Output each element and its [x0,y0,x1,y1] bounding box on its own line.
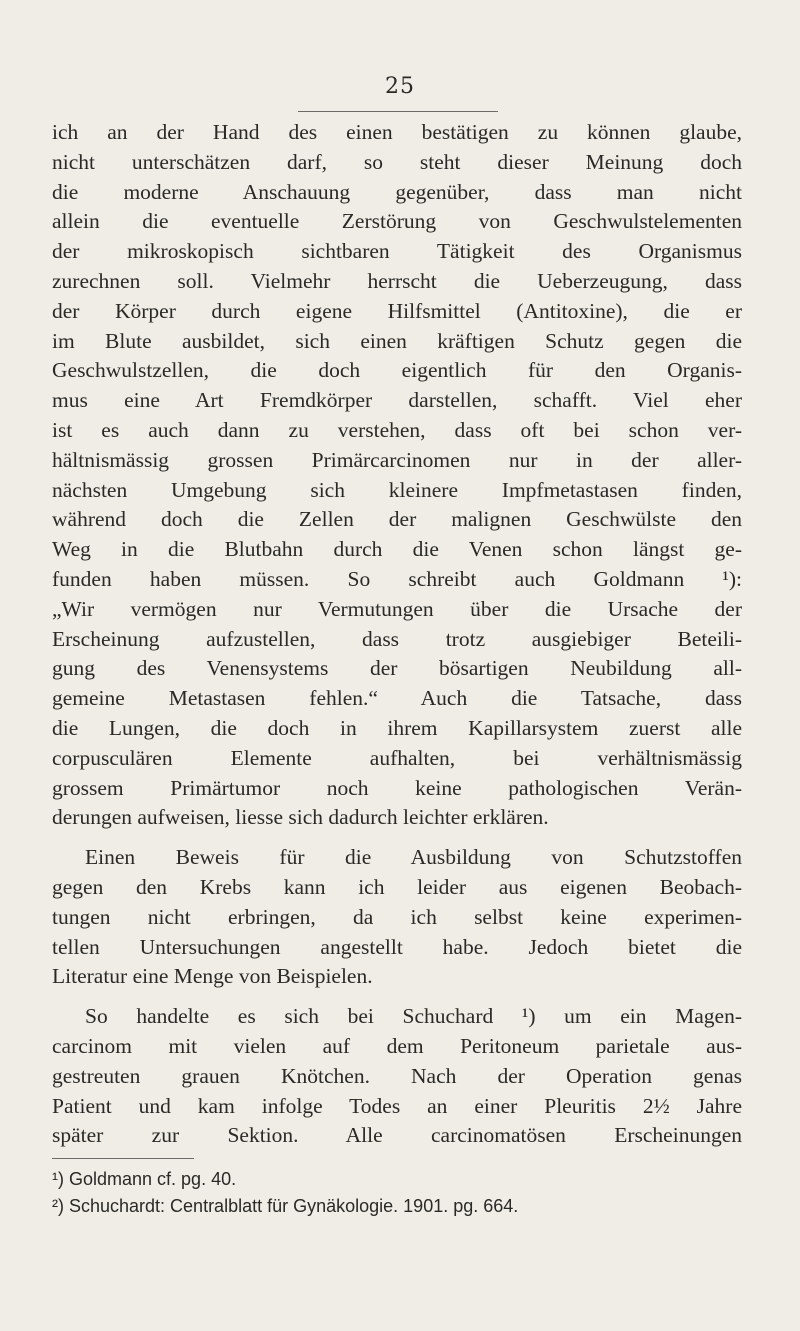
paragraph [52,843,742,992]
text-line: grossem Primärtumor noch keine pathologischen Verän- [52,775,742,800]
paragraph [52,1002,742,1151]
text-line: gegen den Krebs kann ich leider aus eigenen Beobach- [52,874,742,899]
body-text [52,118,742,1151]
text-line: Geschwulstzellen, die doch eigentlich für den Organis- [52,358,742,383]
text-line: Weg in die Blutbahn durch die Venen schon längst ge- [52,537,742,562]
footnotes [52,1166,752,1220]
text-line: gestreuten grauen Knötchen. Nach der Operation genas [52,1063,742,1088]
page-number: 25 [385,74,415,99]
text-line: ist es auch dann zu verstehen, dass oft bei schon ver- [52,417,742,442]
text-line: So handelte es sich bei Schuchard ¹) um ein Magen- [85,1004,742,1029]
footnote-rule [52,1158,194,1159]
text-line: während doch die Zellen der malignen Geschwülste den [52,507,742,532]
text-line: Einen Beweis für die Ausbildung von Schutzstoffen [85,845,742,870]
text-line: im Blute ausbildet, sich einen kräftigen Schutz gegen die [52,328,742,353]
text-line: tellen Untersuchungen angestellt habe. Jedoch bietet die [52,934,742,959]
text-line: carcinom mit vielen auf dem Peritoneum parietale aus- [52,1033,742,1058]
text-line: gemeine Metastasen fehlen.“ Auch die Tatsache, dass [52,686,742,711]
text-line: allein die eventuelle Zerstörung von Geschwulstelementen [52,209,742,234]
text-line: nächsten Umgebung sich kleinere Impfmetastasen finden, [52,477,742,502]
text-line: corpusculären Elemente aufhalten, bei verhältnismässig [52,745,742,770]
text-line: die Lungen, die doch in ihrem Kapillarsystem zuerst alle [52,715,742,740]
text-line: der Körper durch eigene Hilfsmittel (Antitoxine), die er [52,298,742,323]
text-line: zurechnen soll. Vielmehr herrscht die Ueberzeugung, dass [52,268,742,293]
header-rule [298,111,498,112]
footnote: ¹) Goldmann cf. pg. 40. [52,1169,237,1189]
text-line: derungen aufweisen, liesse sich dadurch leichter erklären. [52,805,549,830]
text-line: Erscheinung aufzustellen, dass trotz ausgiebiger Beteili- [52,626,742,651]
text-line: „Wir vermögen nur Vermutungen über die Ursache der [52,596,742,621]
text-line: Patient und kam infolge Todes an einer Pleuritis 2½ Jahre [52,1093,742,1118]
text-line: mus eine Art Fremdkörper darstellen, schafft. Viel eher [52,388,742,413]
text-line: der mikroskopisch sichtbaren Tätigkeit des Organismus [52,239,742,264]
text-line: die moderne Anschauung gegenüber, dass man nicht [52,179,742,204]
text-line: gung des Venensystems der bösartigen Neubildung all- [52,656,742,681]
paragraph [52,118,742,833]
text-line: ich an der Hand des einen bestätigen zu können glaube, [52,120,742,144]
footnote: ²) Schuchardt: Centralblatt für Gynäkologie. 1901. pg. 664. [52,1196,519,1216]
text-line: später zur Sektion. Alle carcinomatösen Erscheinungen [52,1123,742,1148]
text-line: nicht unterschätzen darf, so steht dieser Meinung doch [52,149,742,174]
text-line: funden haben müssen. So schreibt auch Goldmann ¹): [52,566,742,591]
text-line: tungen nicht erbringen, da ich selbst keine experimen- [52,904,742,929]
text-line: Literatur eine Menge von Beispielen. [52,964,373,989]
text-line: hältnismässig grossen Primärcarcinomen nur in der aller- [52,447,742,472]
